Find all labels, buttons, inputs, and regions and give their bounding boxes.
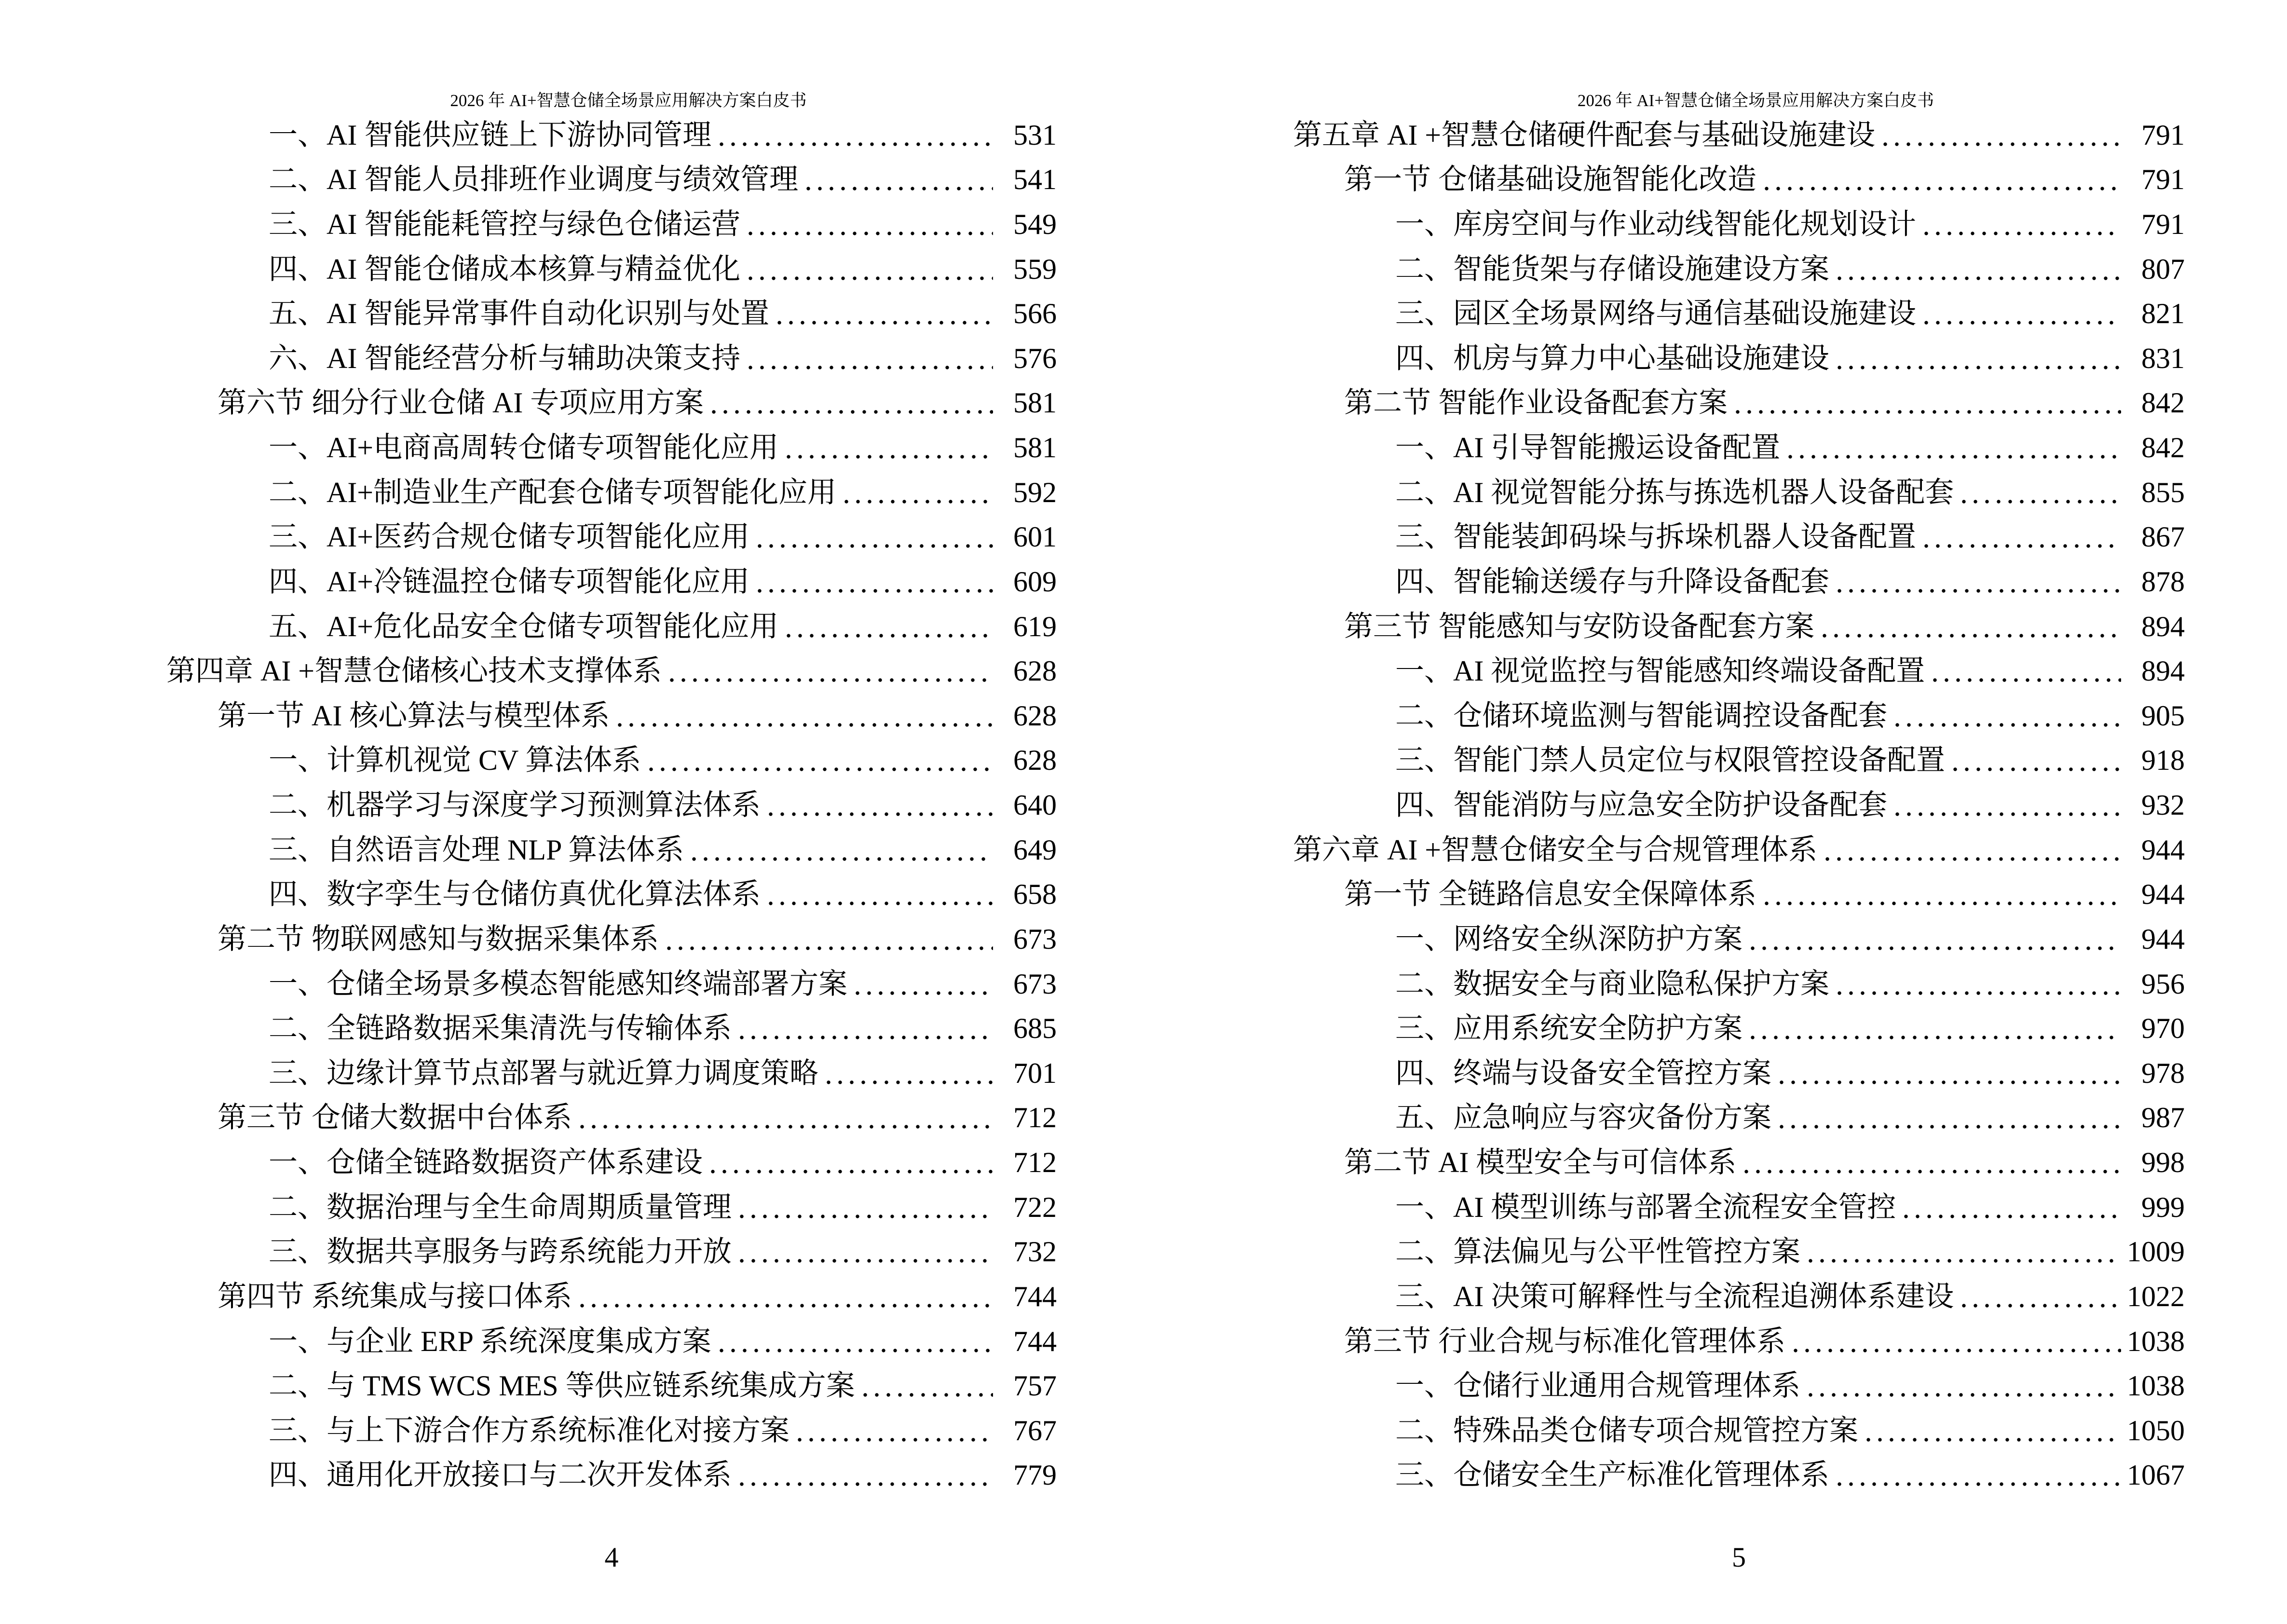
toc-list [166,111,1057,1496]
toc-entry[interactable] [1293,558,2185,602]
toc-entry-page-number: 932 [2141,789,2185,821]
toc-entry[interactable] [1293,871,2185,915]
toc-entry-page-number: 791 [2141,119,2185,151]
toc-entry-title: 一、AI 视觉监控与智能感知终端设备配置 [1395,655,1925,687]
dot-leader [1836,275,2121,282]
toc-entry[interactable] [1293,737,2185,781]
dot-leader [776,319,993,326]
toc-entry-page-number: 970 [2141,1012,2185,1045]
toc-entry-title: 四、数字孪生与仓储仿真优化算法体系 [269,878,761,911]
toc-entry-page-number: 905 [2141,699,2185,732]
dot-leader [1792,1347,2121,1354]
toc-entry-title: 一、与企业 ERP 系统深度集成方案 [269,1325,711,1357]
toc-entry-page-number: 701 [1013,1057,1057,1089]
toc-entry-page-number: 998 [2141,1146,2185,1178]
toc-entry-page-number: 712 [1013,1102,1057,1134]
dot-leader [1865,1436,2121,1443]
dot-leader [805,185,993,192]
toc-entry-title: 二、算法偏见与公平性管控方案 [1395,1236,1800,1268]
toc-entry[interactable] [166,915,1057,960]
toc-entry-page-number: 649 [1013,833,1057,866]
toc-entry[interactable] [1293,1228,2185,1273]
document-title: 2026 年 AI+智慧仓储全场景应用解决方案白皮书 [1577,91,1934,110]
dot-leader [1743,1168,2121,1175]
dot-leader [738,1257,993,1264]
toc-list [1293,111,2185,1496]
toc-entry[interactable] [166,1362,1057,1407]
dot-leader [1807,1392,2121,1398]
dot-leader [579,1302,993,1309]
toc-entry-title: 一、网络安全纵深防护方案 [1395,923,1742,955]
toc-entry-title: 第二节 AI 模型安全与可信体系 [1344,1146,1737,1178]
toc-entry-page-number: 673 [1013,923,1057,955]
page-number: 4 [604,1542,619,1573]
dot-leader [666,945,993,952]
toc-entry-page-number: 1009 [2127,1236,2185,1268]
dot-leader [1894,722,2121,728]
toc-entry-page-number: 658 [1013,878,1057,911]
toc-entry-title: 四、通用化开放接口与二次开发体系 [269,1459,732,1491]
toc-entry-page-number: 791 [2141,208,2185,240]
dot-leader [710,409,993,415]
dot-leader [756,543,993,549]
toc-entry-page-number: 531 [1013,119,1057,151]
dot-leader [1960,1302,2121,1309]
toc-entry-page-number: 894 [2141,610,2185,642]
dot-leader [1923,230,2121,237]
dot-leader [1821,632,2121,639]
toc-entry-title: 第三节 仓储大数据中台体系 [218,1102,572,1134]
toc-entry-title: 第五章 AI +智慧仓储硬件配套与基础设施建设 [1293,119,1876,151]
toc-entry-page-number: 956 [2141,968,2185,1000]
page-footer [166,1543,1057,1571]
dot-leader [1763,185,2121,192]
toc-entry-title: 四、AI+冷链温控仓储专项智能化应用 [269,565,750,598]
toc-entry-title: 三、应用系统安全防护方案 [1395,1012,1742,1045]
dot-leader [1749,945,2121,952]
toc-entry[interactable] [1293,156,2185,201]
toc-entry-page-number: 944 [2141,833,2185,866]
document-title: 2026 年 AI+智慧仓储全场景应用解决方案白皮书 [450,91,807,110]
toc-entry[interactable] [1293,111,2185,156]
dot-leader [1824,856,2121,862]
toc-entry[interactable] [1293,781,2185,826]
toc-entry-page-number: 581 [1013,432,1057,464]
toc-entry-title: 三、与上下游合作方系统标准化对接方案 [269,1414,790,1447]
toc-entry[interactable] [166,1005,1057,1050]
toc-entry[interactable] [166,826,1057,871]
toc-entry[interactable] [166,334,1057,379]
toc-entry-page-number: 541 [1013,164,1057,196]
toc-entry-title: 一、AI 模型训练与部署全流程安全管控 [1395,1191,1896,1223]
toc-entry-title: 二、全链路数据采集清洗与传输体系 [269,1012,732,1045]
toc-entry[interactable] [166,1183,1057,1228]
toc-entry-page-number: 619 [1013,610,1057,642]
dot-leader [1923,319,2121,326]
toc-entry[interactable] [1293,960,2185,1005]
dot-leader [756,587,993,594]
toc-entry-title: 第三节 智能感知与安防设备配套方案 [1344,610,1814,642]
toc-entry[interactable] [166,558,1057,602]
toc-entry[interactable] [166,513,1057,558]
toc-entry-title: 第一节 仓储基础设施智能化改造 [1344,164,1756,196]
dot-leader [747,364,993,371]
toc-entry-page-number: 779 [1013,1459,1057,1491]
toc-entry-title: 三、园区全场景网络与通信基础设施建设 [1395,298,1916,330]
toc-entry-page-number: 1038 [2127,1370,2185,1402]
toc-entry-page-number: 821 [2141,298,2185,330]
toc-entry[interactable] [166,647,1057,692]
toc-entry-title: 二、仓储环境监测与智能调控设备配套 [1395,699,1887,732]
toc-entry-title: 六、AI 智能经营分析与辅助决策支持 [269,342,741,374]
toc-entry-title: 三、智能门禁人员定位与权限管控设备配置 [1395,744,1945,777]
toc-entry-title: 五、AI 智能异常事件自动化识别与处置 [269,298,770,330]
dot-leader [718,1347,993,1354]
dot-leader [825,1079,993,1086]
toc-entry[interactable] [1293,647,2185,692]
toc-entry-title: 四、终端与设备安全管控方案 [1395,1057,1771,1089]
toc-entry-page-number: 628 [1013,744,1057,777]
page-footer [1293,1543,2185,1571]
toc-entry-page-number: 918 [2141,744,2185,777]
toc-entry-title: 二、智能货架与存储设施建设方案 [1395,253,1829,285]
toc-entry-page-number: 1050 [2127,1414,2185,1447]
toc-entry-title: 五、AI+危化品安全仓储专项智能化应用 [269,610,779,642]
dot-leader [718,141,993,148]
toc-entry[interactable] [166,468,1057,513]
toc-entry[interactable] [166,1094,1057,1139]
toc-entry-page-number: 831 [2141,342,2185,374]
toc-entry-title: 三、边缘计算节点部署与就近算力调度策略 [269,1057,818,1089]
dot-leader [1807,1257,2121,1264]
toc-entry-page-number: 732 [1013,1236,1057,1268]
toc-entry-page-number: 791 [2141,164,2185,196]
toc-entry-title: 第二节 智能作业设备配套方案 [1344,387,1728,419]
toc-entry-page-number: 685 [1013,1012,1057,1045]
toc-entry[interactable] [1293,513,2185,558]
toc-entry-title: 一、仓储全场景多模态智能感知终端部署方案 [269,968,847,1000]
toc-entry[interactable] [166,156,1057,201]
toc-entry[interactable] [166,111,1057,156]
dot-leader [1960,498,2121,505]
dot-leader [1749,1034,2121,1041]
toc-entry-title: 二、特殊品类仓储专项合规管控方案 [1395,1414,1858,1447]
page-content [1293,0,2185,1624]
dot-leader [1763,900,2121,907]
toc-entry[interactable] [166,423,1057,468]
toc-entry-title: 三、数据共享服务与跨系统能力开放 [269,1236,732,1268]
dot-leader [747,230,993,237]
toc-entry[interactable] [166,1049,1057,1094]
toc-entry[interactable] [166,871,1057,915]
dot-leader [691,856,993,862]
toc-entry[interactable] [1293,334,2185,379]
toc-entry-page-number: 576 [1013,342,1057,374]
dot-leader [1903,1213,2121,1220]
toc-entry[interactable] [166,1406,1057,1451]
toc-entry[interactable] [1293,1272,2185,1317]
toc-entry[interactable] [166,602,1057,647]
toc-entry-page-number: 628 [1013,699,1057,732]
toc-entry-title: 第一节 AI 核心算法与模型体系 [218,699,610,732]
dot-leader [1787,453,2121,460]
toc-entry[interactable] [1293,1362,2185,1407]
toc-page-right [1144,0,2287,1624]
dot-leader [1932,677,2121,683]
toc-entry-page-number: 867 [2141,521,2185,553]
toc-entry-title: 二、数据治理与全生命周期质量管理 [269,1191,732,1223]
toc-entry-page-number: 559 [1013,253,1057,285]
toc-entry-title: 第六节 细分行业仓储 AI 专项应用方案 [218,387,704,419]
toc-entry-title: 二、AI 智能人员排班作业调度与绩效管理 [269,164,799,196]
toc-entry-page-number: 566 [1013,298,1057,330]
dot-leader [785,632,993,639]
toc-entry[interactable] [1293,1406,2185,1451]
toc-entry-page-number: 712 [1013,1146,1057,1178]
toc-entry-page-number: 757 [1013,1370,1057,1402]
dot-leader [796,1436,993,1443]
toc-entry-page-number: 807 [2141,253,2185,285]
dot-leader [767,811,993,818]
toc-entry-title: 三、AI 决策可解释性与全流程追溯体系建设 [1395,1280,1954,1312]
toc-entry[interactable] [166,1317,1057,1362]
toc-entry[interactable] [1293,468,2185,513]
toc-entry[interactable] [1293,1138,2185,1183]
toc-entry-page-number: 1022 [2127,1280,2185,1312]
toc-entry-page-number: 944 [2141,878,2185,911]
toc-entry[interactable] [1293,1049,2185,1094]
toc-entry[interactable] [1293,826,2185,871]
dot-leader [1923,543,2121,549]
dot-leader [747,275,993,282]
dot-leader [843,498,993,505]
dot-leader [1734,409,2121,415]
toc-entry-title: 五、应急响应与容灾备份方案 [1395,1102,1771,1134]
toc-entry-page-number: 592 [1013,476,1057,508]
toc-entry-title: 二、机器学习与深度学习预测算法体系 [269,789,761,821]
toc-entry-page-number: 722 [1013,1191,1057,1223]
dot-leader [767,900,993,907]
toc-entry-title: 二、与 TMS WCS MES 等供应链系统集成方案 [269,1370,855,1402]
toc-entry-page-number: 999 [2141,1191,2185,1223]
toc-entry-page-number: 878 [2141,565,2185,598]
toc-entry[interactable] [166,737,1057,781]
toc-entry-title: 一、仓储行业通用合规管理体系 [1395,1370,1800,1402]
toc-entry-title: 三、仓储安全生产标准化管理体系 [1395,1459,1829,1491]
toc-entry-title: 一、库房空间与作业动线智能化规划设计 [1395,208,1916,240]
toc-entry-title: 二、数据安全与商业隐私保护方案 [1395,968,1829,1000]
toc-entry[interactable] [166,379,1057,424]
toc-entry[interactable] [1293,379,2185,424]
dot-leader [1894,811,2121,818]
dot-leader [1836,364,2121,371]
toc-entry[interactable] [166,1451,1057,1496]
toc-entry-page-number: 767 [1013,1414,1057,1447]
dot-leader [668,677,993,683]
toc-entry-page-number: 549 [1013,208,1057,240]
toc-entry-page-number: 601 [1013,521,1057,553]
toc-entry[interactable] [1293,602,2185,647]
dot-leader [616,722,993,728]
toc-entry[interactable] [166,1138,1057,1183]
toc-entry-title: 四、AI 智能仓储成本核算与精益优化 [269,253,741,285]
toc-entry[interactable] [1293,1094,2185,1139]
toc-entry-page-number: 581 [1013,387,1057,419]
toc-entry[interactable] [166,200,1057,245]
toc-entry-title: 一、仓储全链路数据资产体系建设 [269,1146,703,1178]
toc-entry[interactable] [166,692,1057,737]
toc-entry-page-number: 1067 [2127,1459,2185,1491]
toc-entry[interactable] [1293,692,2185,737]
toc-entry-page-number: 842 [2141,432,2185,464]
toc-entry-title: 第四章 AI +智慧仓储核心技术支撑体系 [166,655,662,687]
toc-entry-title: 三、智能装卸码垛与拆垛机器人设备配置 [1395,521,1916,553]
toc-entry-title: 四、智能消防与应急安全防护设备配套 [1395,789,1887,821]
toc-entry[interactable] [166,1272,1057,1317]
toc-entry[interactable] [166,1228,1057,1273]
toc-entry-title: 第六章 AI +智慧仓储安全与合规管理体系 [1293,833,1818,866]
dot-leader [854,990,993,996]
toc-entry[interactable] [166,245,1057,290]
dot-leader [738,1213,993,1220]
toc-entry-page-number: 842 [2141,387,2185,419]
toc-entry-page-number: 609 [1013,565,1057,598]
toc-entry-title: 第二节 物联网感知与数据采集体系 [218,923,659,955]
toc-entry[interactable] [1293,1005,2185,1050]
toc-entry-page-number: 944 [2141,923,2185,955]
toc-entry-title: 一、AI 智能供应链上下游协同管理 [269,119,712,151]
toc-entry-title: 第一节 全链路信息安全保障体系 [1344,878,1756,911]
toc-entry-title: 一、AI 引导智能搬运设备配置 [1395,432,1781,464]
toc-entry-title: 第四节 系统集成与接口体系 [218,1280,572,1312]
dot-leader [862,1392,993,1398]
toc-entry-title: 一、AI+电商高周转仓储专项智能化应用 [269,432,779,464]
dot-leader [1778,1079,2121,1086]
dot-leader [709,1168,993,1175]
toc-entry[interactable] [166,960,1057,1005]
toc-entry[interactable] [1293,1451,2185,1496]
toc-entry-page-number: 855 [2141,476,2185,508]
toc-entry[interactable] [166,781,1057,826]
toc-entry[interactable] [1293,1317,2185,1362]
dot-leader [1778,1123,2121,1130]
toc-entry-title: 四、机房与算力中心基础设施建设 [1395,342,1829,374]
toc-entry-title: 三、自然语言处理 NLP 算法体系 [269,833,684,866]
toc-entry-page-number: 1038 [2127,1325,2185,1357]
dot-leader [1836,587,2121,594]
toc-entry-title: 二、AI+制造业生产配套仓储专项智能化应用 [269,476,837,508]
toc-entry-page-number: 628 [1013,655,1057,687]
toc-entry-title: 三、AI+医药合规仓储专项智能化应用 [269,521,750,553]
toc-entry-title: 三、AI 智能能耗管控与绿色仓储运营 [269,208,741,240]
toc-entry-page-number: 673 [1013,968,1057,1000]
toc-entry[interactable] [166,290,1057,335]
dot-leader [1952,766,2121,773]
dot-leader [785,453,993,460]
toc-entry[interactable] [1293,1183,2185,1228]
toc-entry[interactable] [1293,915,2185,960]
dot-leader [738,1481,993,1488]
page-content [166,0,1057,1624]
toc-entry-title: 第三节 行业合规与标准化管理体系 [1344,1325,1785,1357]
page-number: 5 [1732,1542,1746,1573]
toc-entry-page-number: 987 [2141,1102,2185,1134]
toc-entry-title: 二、AI 视觉智能分拣与拣选机器人设备配套 [1395,476,1954,508]
dot-leader [1836,1481,2121,1488]
toc-entry-page-number: 978 [2141,1057,2185,1089]
dot-leader [648,766,993,773]
toc-entry[interactable] [1293,200,2185,245]
dot-leader [738,1034,993,1041]
toc-entry[interactable] [1293,290,2185,335]
toc-entry-page-number: 744 [1013,1325,1057,1357]
toc-entry-page-number: 640 [1013,789,1057,821]
toc-entry-page-number: 894 [2141,655,2185,687]
toc-entry[interactable] [1293,245,2185,290]
toc-entry-page-number: 744 [1013,1280,1057,1312]
dot-leader [1836,990,2121,996]
dot-leader [1882,141,2121,148]
toc-entry[interactable] [1293,423,2185,468]
toc-entry-title: 一、计算机视觉 CV 算法体系 [269,744,641,777]
toc-entry-title: 四、智能输送缓存与升降设备配套 [1395,565,1829,598]
dot-leader [579,1123,993,1130]
